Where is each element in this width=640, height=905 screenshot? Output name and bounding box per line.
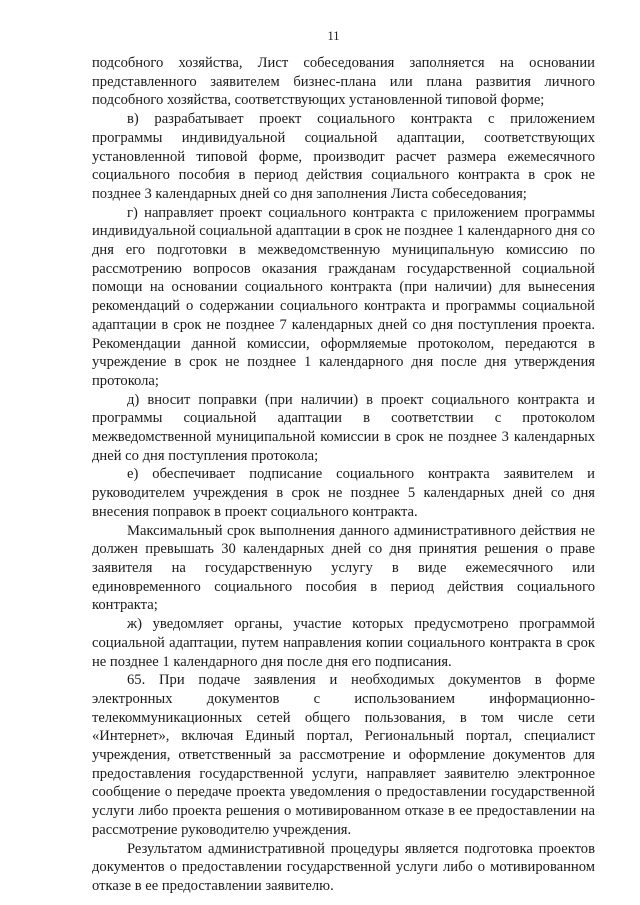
paragraph-item-v: в) разрабатывает проект социального контракта с приложением программы индивидуальной социальной адаптации, соответствующих установленной типовой форме, производит расчет размера ежемесячного социального пособия в период действия социального контракта в срок не позднее 3 календарных дней со дня заполнения Листа собеседования; (92, 111, 595, 202)
paragraph-continuation: подсобного хозяйства, Лист собеседования заполняется на основании представленного заявителем бизнес-плана или плана развития личного подсобного хозяйства, соответствующих установленной типовой форме; (92, 55, 595, 109)
paragraph-item-e: е) обеспечивает подписание социального контракта заявителем и руководителем учреждения в срок не позднее 5 календарных дней со дня внесения поправок в проект социального контракта. (92, 466, 595, 520)
paragraph-item-d: д) вносит поправки (при наличии) в проект социального контракта и программы социальной адаптации в соответствии с протоколом межведомственной муниципальной комиссии в срок не позднее 3 календарных дней со дня поступления протокола; (92, 391, 595, 464)
paragraph-max-term: Максимальный срок выполнения данного административного действия не должен превышать 30 календарных дней со дня принятия решения о праве заявителя на государственную услугу в виде ежемесячного или единовременного социального пособия в период действия социального контракта; (92, 522, 595, 614)
paragraph-item-zh: ж) уведомляет органы, участие которых предусмотрено программой социальной адаптации, путем направления копии социального контракта в срок не позднее 1 календарного дня после дня его подписания. (92, 616, 595, 670)
paragraph-section-65: 65. При подаче заявления и необходимых документов в форме электронных документов с использованием информационно-телекоммуникационных сетей общего пользования, в том числе сети «Интернет», включая Единый портал, Региональный портал, специалист учреждения, ответственный за рассмотрение и оформление документов для предоставления государственной услуги, направляет заявителю электронное сообщение о передаче проекта уведомления о предоставлении государственной услуги либо проекта решения о мотивированном отказе в ее предоставлении на рассмотрение руководителю учреждения. (92, 672, 595, 838)
page-number: 11 (327, 29, 340, 43)
paragraph-item-g: г) направляет проект социального контракта с приложением программы индивидуальной социальной адаптации в срок не позднее 1 календарного дня со дня его подготовки в межведомственную муниципальную комиссию по рассмотрению вопросов оказания гражданам государственной социальной помощи на основании социального контракта (при наличии) для вынесения рекомендаций о содержании социального контракта и программы социальной адаптации в срок не позднее 7 календарных дней со дня поступления проекта. Рекомендации данной комиссии, оформляемые протоколом, передаются в учреждение в срок не позднее 1 календарного дня после дня утверждения протокола; (92, 204, 595, 389)
paragraph-result: Результатом административной процедуры является подготовка проектов документов о предоставлении государственной услуги либо о мотивированном отказе в ее предоставлении заявителю. (92, 840, 595, 894)
